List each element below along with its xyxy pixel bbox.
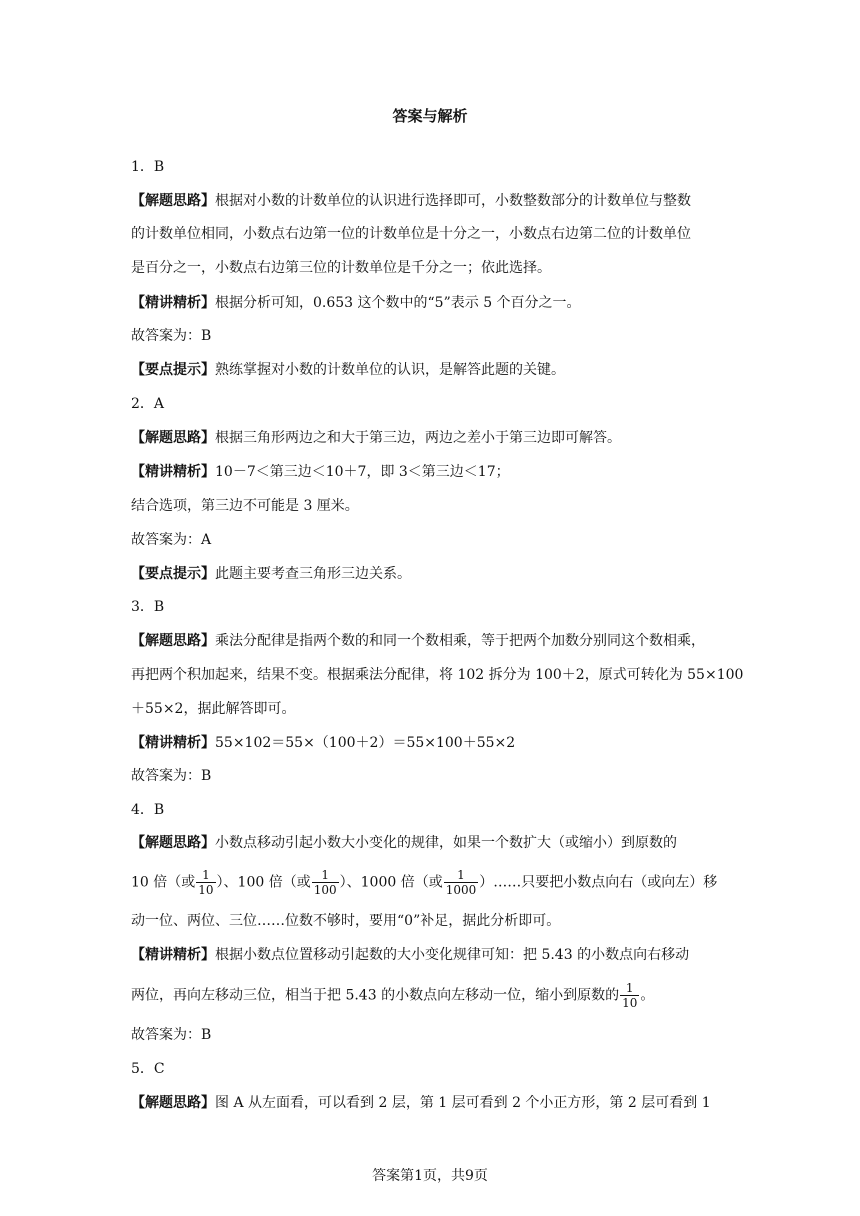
- q4-approach-text-2d: ）……只要把小数点向右（或向左）移: [479, 874, 718, 891]
- q1-analysis-line-1: [131, 293, 581, 313]
- q2-tip-text-1: 此题主要考查三角形三边关系。: [215, 566, 411, 582]
- q2-analysis-line-1: [131, 462, 510, 482]
- q3-approach-tag: 【解题思路】: [131, 633, 215, 649]
- fraction-one-hundredth: [312, 868, 339, 897]
- q4-analysis-text-1: 根据小数点位置移动引起数的大小变化规律可知：把 5.43 的小数点向右移动: [215, 947, 690, 963]
- q1-approach-text-1: 根据对小数的计数单位的认识进行选择即可，小数整数部分的计数单位与整数: [215, 193, 691, 209]
- q3-analysis-line-1: [131, 733, 515, 753]
- fraction-denominator: 10: [198, 883, 214, 897]
- q4-approach-tag: 【解题思路】: [131, 835, 215, 851]
- q2-tip-tag: 【要点提示】: [131, 566, 215, 582]
- q5-approach-tag: 【解题思路】: [131, 1095, 215, 1111]
- fraction-one-tenth: [620, 981, 639, 1010]
- q4-approach-text-1: 小数点移动引起小数大小变化的规律，如果一个数扩大（或缩小）到原数的: [215, 835, 677, 851]
- fraction-numerator: 1: [202, 868, 210, 882]
- q4-approach-line-1: [131, 833, 677, 853]
- fraction-numerator: 1: [625, 981, 634, 995]
- q3-analysis-text-1: 55×102＝55×（100＋2）＝55×100＋55×2: [215, 735, 516, 751]
- page-footer: 答案第1页，共9页: [372, 1168, 488, 1184]
- q1-approach-line-2: 的计数单位相同，小数点右边第一位的计数单位是十分之一，小数点右边第二位的计数单位: [131, 226, 691, 242]
- q2-approach-line-1: [131, 428, 621, 448]
- q2-analysis-tag: 【精讲精析】: [131, 464, 215, 480]
- q4-conclusion: 故答案为：B: [131, 1027, 212, 1043]
- q3-conclusion: 故答案为：B: [131, 768, 212, 784]
- q2-tip-line-1: [131, 564, 411, 584]
- q1-tip-tag: 【要点提示】: [131, 362, 215, 378]
- q1-approach-line-3: 是百分之一，小数点右边第三位的计数单位是千分之一；依此选择。: [131, 260, 551, 276]
- q4-analysis-text-2: 两位，再向左移动三位，相当于把 5.43 的小数点向左移动一位，缩小到原数的: [131, 987, 620, 1004]
- q5-answer: 5．C: [131, 1061, 165, 1077]
- q1-analysis-text-1: 根据分析可知，0.653 这个数中的“5”表示 5 个百分之一。: [215, 295, 581, 311]
- q5-approach-text-1: 图 A 从左面看，可以看到 2 层，第 1 层可看到 2 个小正方形，第 2 层可看到 1: [215, 1095, 711, 1111]
- q4-answer: 4．B: [131, 802, 165, 818]
- q4-approach-text-2c: ）、1000 倍（或: [339, 874, 443, 891]
- page-title: 答案与解析: [392, 107, 468, 125]
- q3-approach-line-3: ＋55×2，据此解答即可。: [131, 701, 296, 717]
- q2-analysis-line-2: 结合选项，第三边不可能是 3 厘米。: [131, 498, 359, 514]
- q4-analysis-line-2: [131, 981, 654, 1010]
- q2-answer: 2．A: [131, 396, 165, 412]
- q3-analysis-tag: 【精讲精析】: [131, 735, 215, 751]
- q4-approach-line-2: [131, 868, 717, 897]
- q1-approach-tag: 【解题思路】: [131, 193, 215, 209]
- q4-approach-line-3: 动一位、两位、三位……位数不够时，要用“0”补足，据此分析即可。: [131, 913, 561, 929]
- q1-tip-line-1: [131, 360, 565, 380]
- q4-analysis-tag: 【精讲精析】: [131, 947, 215, 963]
- q4-approach-text-2b: ）、100 倍（或: [216, 874, 311, 891]
- q1-conclusion: 故答案为：B: [131, 328, 212, 344]
- fraction-one-tenth: [196, 868, 215, 897]
- q2-approach-text-1: 根据三角形两边之和大于第三边，两边之差小于第三边即可解答。: [215, 430, 621, 446]
- q4-approach-text-2a: 10 倍（或: [131, 874, 196, 891]
- fraction-one-thousandth: [444, 868, 479, 897]
- fraction-numerator: 1: [321, 868, 329, 882]
- q1-analysis-tag: 【精讲精析】: [131, 295, 215, 311]
- q2-approach-tag: 【解题思路】: [131, 430, 215, 446]
- q4-analysis-end: 。: [640, 987, 655, 1004]
- q1-approach-line-1: [131, 191, 731, 211]
- q3-approach-line-2: 再把两个积加起来，结果不变。根据乘法分配律，将 102 拆分为 100＋2，原式可转化为 55×100: [131, 667, 744, 683]
- q1-tip-text-1: 熟练掌握对小数的计数单位的认识，是解答此题的关键。: [215, 362, 565, 378]
- q3-approach-text-1: 乘法分配律是指两个数的和同一个数相乘，等于把两个加数分别同这个数相乘，: [215, 633, 705, 649]
- q3-approach-line-1: [131, 631, 705, 651]
- fraction-denominator: 100: [313, 883, 337, 897]
- q5-approach-line-1: [131, 1093, 711, 1113]
- fraction-denominator: 1000: [445, 883, 477, 897]
- fraction-denominator: 10: [622, 996, 638, 1010]
- q1-answer: 1．B: [131, 159, 165, 175]
- q2-conclusion: 故答案为：A: [131, 532, 212, 548]
- q4-analysis-line-1: [131, 945, 689, 965]
- q2-analysis-text-1: 10－7＜第三边＜10＋7，即 3＜第三边＜17；: [215, 464, 510, 480]
- fraction-numerator: 1: [457, 868, 465, 882]
- q3-answer: 3．B: [131, 599, 165, 615]
